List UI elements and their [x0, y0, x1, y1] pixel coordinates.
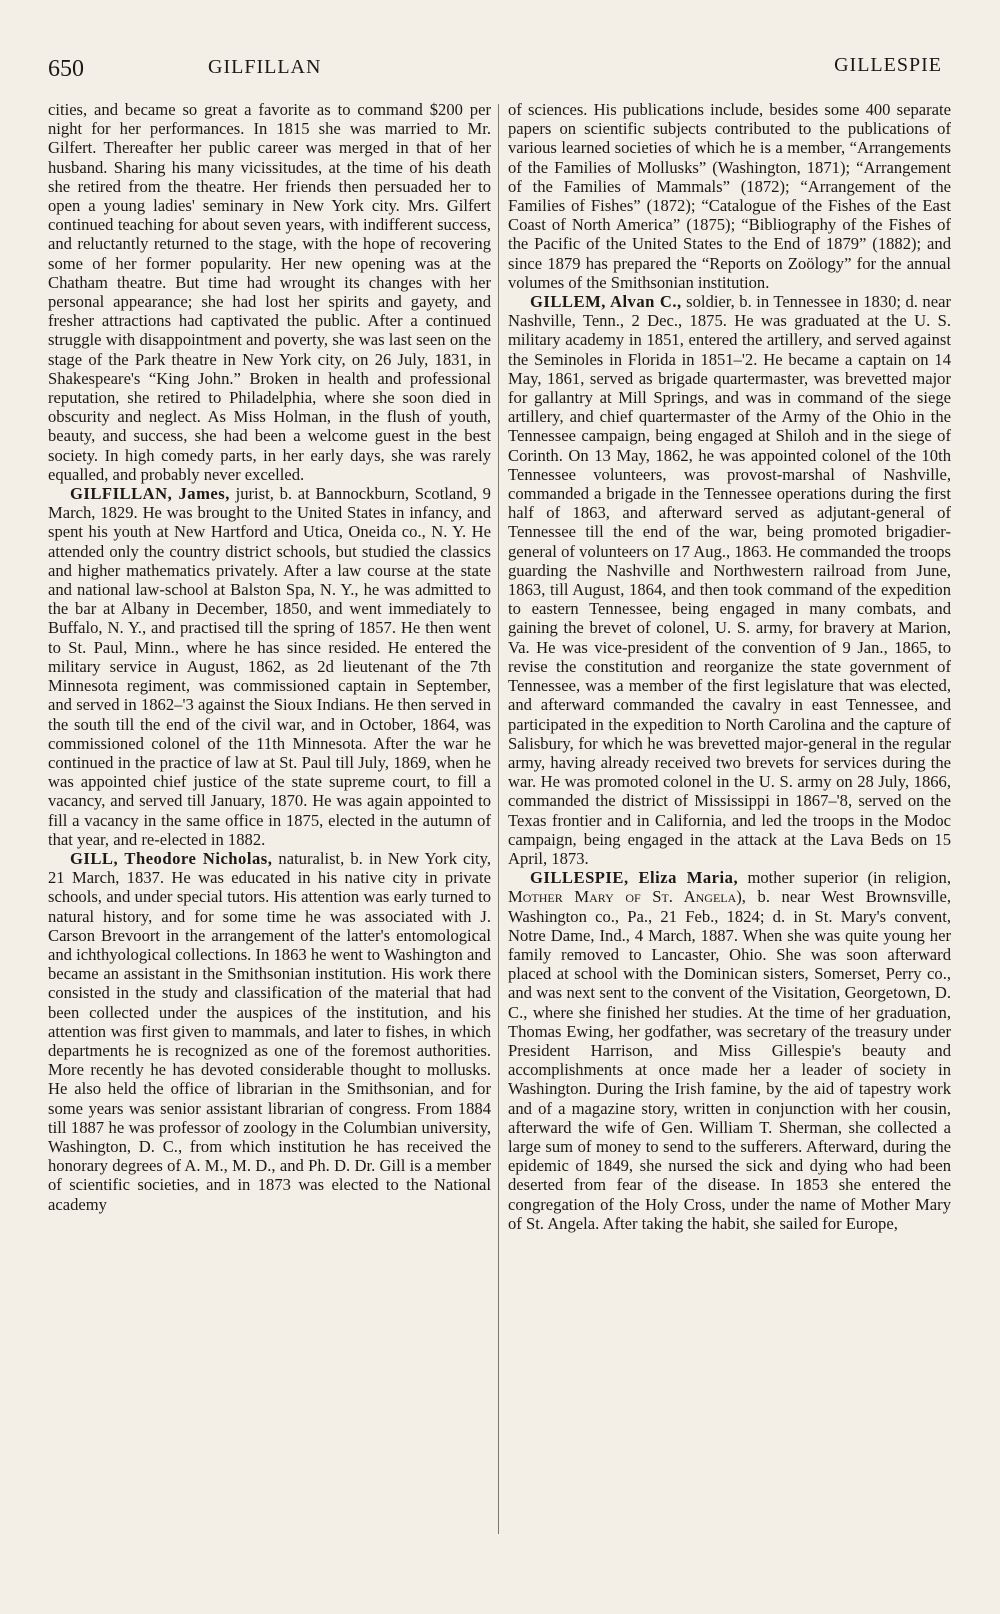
page-number: 650 [48, 56, 84, 82]
entry-text: jurist, b. at Bannockburn, Scotland, 9 March, 1829. He was brought to the United States in infancy, and spent his youth at New Hartford and Utica, Oneida co., N. Y. He attended only the country district schools, but studied the classics and higher mathematics privately. After a law course at the state and national law-school at Balston Spa, N. Y., he was admitted to the bar at Albany in December, 1850, and went immediately to Buffalo, N. Y., and practised till the spring of 1857. He then went to St. Paul, Minn., where he has since resided. He entered the military service in August, 1862, as 2d lieutenant of the 7th Minnesota regiment, was commissioned captain in September, and served in 1862–'3 against the Sioux Indians. He then served in the south till the end of the civil war, and in October, 1864, was commissioned colonel of the 11th Minnesota. After the war he continued in the practice of law at St. Paul till July, 1869, when he was appointed chief justice of the state supreme court, to fill a vacancy, and served till January, 1870. He was again appointed to fill a vacancy in the same office in 1875, elected in the autumn of that year, and re-elected in 1882. [48, 484, 491, 849]
entry-gilfillan [48, 484, 491, 849]
entry-gillespie [508, 868, 951, 1233]
left-column [48, 100, 491, 1580]
entry-text: naturalist, b. in New York city, 21 March, 1837. He was educated in his native city in private schools, and under special tutors. His attention was early turned to natural history, and for some time he was associated with J. Carson Brevoort in the arrangement of the latter's entomological and ichthyological collections. In 1863 he went to Washington and became an assistant in the Smithsonian institution. His work there consisted in the study and classification of the material that had been collected under the auspices of the institution, and his attention was first given to mammals, and later to fishes, in which departments he is recognized as one of the foremost authorities. More recently he has devoted considerable thought to mollusks. He also held the office of librarian in the Smithsonian, and for some years was senior assistant librarian of congress. From 1884 till 1887 he was professor of zoology in the Columbian university, Washington, D. C., from which institution he has received the honorary degrees of A. M., M. D., and Ph. D. Dr. Gill is a member of scientific societies, and in 1873 was elected to the National academy [48, 848, 491, 1214]
entry-gill [48, 849, 491, 1214]
column-divider [498, 104, 499, 1534]
gilfert-continuation: cities, and became so great a favorite as to command $200 per night for her performances. In 1815 she was married to Mr. Gilfert. Thereafter her public career was merged in that of her husband. Sharing his many vicissitudes, at the time of his death she retired from the theatre. Her friends then persuaded her to open a young ladies' seminary in New York city. Mrs. Gilfert continued teaching for about seven years, with indifferent success, and reluctantly returned to the stage, with the hope of recovering some of her former popularity. Her new opening was at the Chatham theatre. But time had wrought its changes with her personal appearance; she had lost her spirits and gayety, and fresher attractions had captivated the public. After a continued struggle with disappointment and poverty, she was last seen on the stage of the Park theatre in New York city, on 26 July, 1831, in Shakespeare's “King John.” Broken in health and professional reputation, she retired to Philadelphia, where she soon died in obscurity and neglect. As Miss Holman, in the flush of youth, beauty, and success, she had been a welcome guest in the best society. In high comedy parts, in her early days, she was rarely equalled, and probably never excelled. [48, 100, 491, 484]
religious-name: Mother Mary of St. Angela [508, 887, 737, 907]
left-running-head: GILFILLAN [208, 56, 322, 78]
entry-text: soldier, b. in Tennessee in 1830; d. near Nashville, Tenn., 2 Dec., 1875. He was graduated at the U. S. military academy in 1851, entered the artillery, and served against the Seminoles in Florida in 1851–'2. He became a captain on 14 May, 1861, served as brigade quartermaster, was brevetted major for gallantry at Mill Springs, and was in command of the siege artillery, and chief quartermaster of the Army of the Ohio in the Tennessee campaign, being engaged at Shiloh and in the siege of Corinth. On 13 May, 1862, he was appointed colonel of the 10th Tennessee volunteers, was provost-marshal of Nashville, commanded a brigade in the Tennessee operations during the first half of 1863, and afterward served as adjutant-general of Tennessee till the end of the war, being promoted brigadier-general of volunteers on 17 Aug., 1863. He commanded the troops guarding the Nashville and Northwestern railroad from June, 1863, till August, 1864, and then took command of the expedition to eastern Tennessee, being engaged in many combats, and gaining the brevet of colonel, U. S. army, for bravery at Marion, Va. He was vice-president of the convention of 9 Jan., 1865, to revise the constitution and reorganize the state government of Tennessee, was a member of the first legislature that was elected, and afterward commanded the cavalry in east Tennessee, and participated in the expedition to North Carolina and the capture of Salisbury, for which he was brevetted major-general in the regular army, having already received two brevets for services during the war. He was promoted colonel in the U. S. army on 28 July, 1866, commanded the district of Mississippi in 1867–'8, served on the Texas frontier and in California, and led the troops in the Modoc campaign, being engaged in the attack at the Lava Beds on 15 April, 1873. [508, 292, 951, 868]
gill-continuation: of sciences. His publications include, besides some 400 separate papers on scientific subjects contributed to the publications of various learned societies of which he is a member, “Arrangements of the Families of Mollusks” (Washington, 1871); “Arrangement of the Families of Mammals” (1872); “Arrangement of the Families of Fishes” (1872); “Catalogue of the Fishes of the East Coast of North America” (1875); “Bibliography of the Fishes of the Pacific of the United States to the End of 1879” (1882); and since 1879 has prepared the “Reports on Zoölogy” for the annual volumes of the Smithsonian institution. [508, 100, 951, 292]
right-running-head: GILLESPIE [834, 54, 942, 76]
entry-headword: GILLESPIE, Eliza Maria, [530, 868, 739, 888]
entry-headword: GILLEM, Alvan C., [530, 292, 682, 312]
entry-headword: GILFILLAN, James, [70, 484, 230, 504]
entry-headword: GILL, Theodore Nicholas, [70, 848, 273, 868]
entry-text: ), b. near West Brownsville, Washington co., Pa., 21 Feb., 1824; d. in St. Mary's convent, Notre Dame, Ind., 4 March, 1887. When she was quite young her family removed to Lancaster, Ohio. She was soon afterward placed at school with the Dominican sisters, Somerset, Perry co., and was next sent to the convent of the Visitation, Georgetown, D. C., where she finished her studies. At the time of her graduation, Thomas Ewing, her godfather, was secretary of the treasury under President Harrison, and Miss Gillespie's beauty and accomplishments at once made her a leader of society in Washington. During the Irish famine, by the aid of tapestry work and of a magazine story, written in conjunction with her cousin, afterward the wife of Gen. William T. Sherman, she collected a large sum of money to send to the sufferers. Afterward, during the epidemic of 1849, she nursed the sick and dying who had been deserted from fear of the disease. In 1853 she entered the congregation of the Holy Cross, under the name of Mother Mary of St. Angela. After taking the habit, she sailed for Europe, [508, 887, 951, 1233]
right-column [508, 100, 951, 1580]
entry-gillem [508, 292, 951, 868]
entry-text: mother superior (in religion, [738, 868, 951, 888]
page-header [48, 50, 952, 90]
